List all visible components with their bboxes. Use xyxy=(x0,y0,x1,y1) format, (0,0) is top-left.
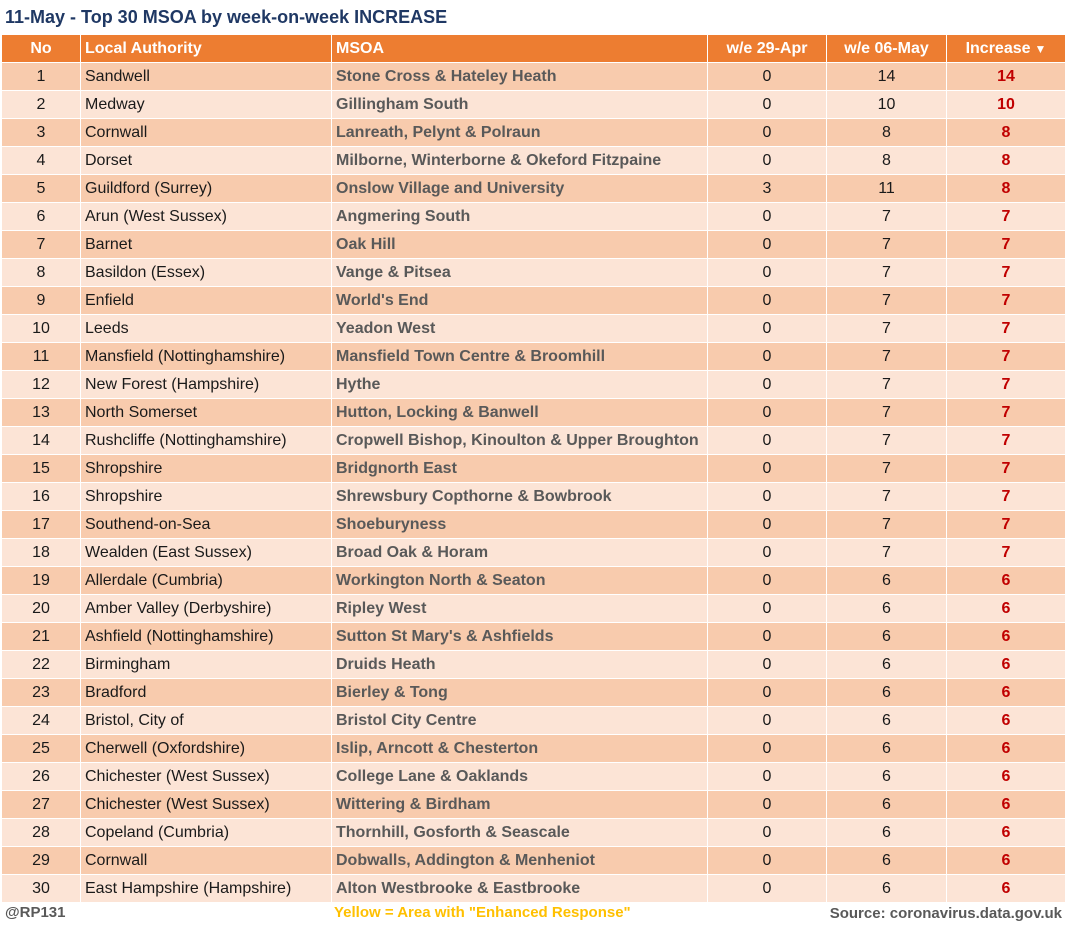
cell-local-authority[interactable]: Chichester (West Sussex) xyxy=(81,791,332,819)
cell-local-authority[interactable]: Barnet xyxy=(81,231,332,259)
cell-we-06-may[interactable]: 7 xyxy=(827,511,947,539)
cell-increase[interactable]: 7 xyxy=(947,539,1066,567)
cell-msoa[interactable]: Shrewsbury Copthorne & Bowbrook xyxy=(332,483,708,511)
cell-we-29-apr[interactable]: 0 xyxy=(708,343,827,371)
cell-increase[interactable]: 7 xyxy=(947,259,1066,287)
cell-increase[interactable]: 7 xyxy=(947,427,1066,455)
cell-msoa[interactable]: Wittering & Birdham xyxy=(332,791,708,819)
cell-increase[interactable]: 6 xyxy=(947,819,1066,847)
table-row[interactable] xyxy=(2,315,1066,343)
cell-we-29-apr[interactable]: 0 xyxy=(708,735,827,763)
cell-msoa[interactable]: Gillingham South xyxy=(332,91,708,119)
table-row[interactable] xyxy=(2,287,1066,315)
cell-no[interactable]: 30 xyxy=(2,875,81,903)
cell-local-authority[interactable]: Rushcliffe (Nottinghamshire) xyxy=(81,427,332,455)
cell-local-authority[interactable]: Bristol, City of xyxy=(81,707,332,735)
table-row[interactable] xyxy=(2,119,1066,147)
cell-no[interactable]: 25 xyxy=(2,735,81,763)
legend-note: Yellow = Area with "Enhanced Response" xyxy=(334,904,631,921)
cell-local-authority[interactable]: Guildford (Surrey) xyxy=(81,175,332,203)
cell-we-06-may[interactable]: 7 xyxy=(827,287,947,315)
cell-no[interactable]: 24 xyxy=(2,707,81,735)
cell-local-authority[interactable]: Ashfield (Nottinghamshire) xyxy=(81,623,332,651)
cell-msoa[interactable]: Dobwalls, Addington & Menheniot xyxy=(332,847,708,875)
table-row[interactable] xyxy=(2,847,1066,875)
table-row[interactable] xyxy=(2,175,1066,203)
cell-we-06-may[interactable]: 6 xyxy=(827,595,947,623)
cell-we-29-apr[interactable]: 0 xyxy=(708,315,827,343)
cell-increase[interactable]: 6 xyxy=(947,567,1066,595)
cell-we-29-apr[interactable]: 0 xyxy=(708,147,827,175)
cell-we-29-apr[interactable]: 0 xyxy=(708,791,827,819)
cell-we-06-may[interactable]: 7 xyxy=(827,203,947,231)
cell-increase[interactable]: 6 xyxy=(947,763,1066,791)
table-row[interactable] xyxy=(2,455,1066,483)
cell-local-authority[interactable]: North Somerset xyxy=(81,399,332,427)
cell-local-authority[interactable]: Dorset xyxy=(81,147,332,175)
column-header-we-06-may[interactable]: w/e 06-May xyxy=(827,35,947,63)
source-note: Source: coronavirus.data.gov.uk xyxy=(829,905,1062,922)
cell-msoa[interactable]: Druids Heath xyxy=(332,651,708,679)
sort-descending-icon[interactable]: ▼ xyxy=(1034,41,1047,56)
table-row[interactable] xyxy=(2,679,1066,707)
cell-msoa[interactable]: Broad Oak & Horam xyxy=(332,539,708,567)
cell-local-authority[interactable]: Shropshire xyxy=(81,455,332,483)
cell-no[interactable]: 20 xyxy=(2,595,81,623)
cell-we-29-apr[interactable]: 0 xyxy=(708,567,827,595)
cell-local-authority[interactable]: Wealden (East Sussex) xyxy=(81,539,332,567)
cell-increase[interactable]: 6 xyxy=(947,875,1066,903)
cell-msoa[interactable]: Yeadon West xyxy=(332,315,708,343)
cell-we-06-may[interactable]: 7 xyxy=(827,259,947,287)
cell-we-06-may[interactable]: 7 xyxy=(827,231,947,259)
cell-msoa[interactable]: Islip, Arncott & Chesterton xyxy=(332,735,708,763)
cell-msoa[interactable]: Bristol City Centre xyxy=(332,707,708,735)
column-header-local-authority[interactable]: Local Authority xyxy=(81,35,332,63)
cell-increase[interactable]: 7 xyxy=(947,399,1066,427)
msoa-table xyxy=(1,34,1066,903)
table-row[interactable] xyxy=(2,539,1066,567)
column-header-we-29-apr[interactable]: w/e 29-Apr xyxy=(708,35,827,63)
table-row[interactable] xyxy=(2,651,1066,679)
cell-we-29-apr[interactable]: 0 xyxy=(708,819,827,847)
cell-local-authority[interactable]: Birmingham xyxy=(81,651,332,679)
cell-local-authority[interactable]: Cherwell (Oxfordshire) xyxy=(81,735,332,763)
cell-local-authority[interactable]: Enfield xyxy=(81,287,332,315)
cell-we-06-may[interactable]: 7 xyxy=(827,455,947,483)
cell-no[interactable]: 3 xyxy=(2,119,81,147)
cell-local-authority[interactable]: Amber Valley (Derbyshire) xyxy=(81,595,332,623)
cell-msoa[interactable]: Ripley West xyxy=(332,595,708,623)
cell-we-06-may[interactable]: 10 xyxy=(827,91,947,119)
cell-increase[interactable]: 7 xyxy=(947,371,1066,399)
table-body xyxy=(2,63,1066,903)
cell-local-authority[interactable]: Arun (West Sussex) xyxy=(81,203,332,231)
cell-msoa[interactable]: Lanreath, Pelynt & Polraun xyxy=(332,119,708,147)
cell-we-29-apr[interactable]: 0 xyxy=(708,231,827,259)
cell-we-06-may[interactable]: 6 xyxy=(827,763,947,791)
cell-no[interactable]: 8 xyxy=(2,259,81,287)
cell-no[interactable]: 6 xyxy=(2,203,81,231)
table-header-row xyxy=(2,35,1066,63)
table-row[interactable] xyxy=(2,567,1066,595)
table-row[interactable] xyxy=(2,63,1066,91)
cell-no[interactable]: 22 xyxy=(2,651,81,679)
cell-msoa[interactable]: Bierley & Tong xyxy=(332,679,708,707)
table-row[interactable] xyxy=(2,595,1066,623)
cell-no[interactable]: 1 xyxy=(2,63,81,91)
cell-local-authority[interactable]: Cornwall xyxy=(81,119,332,147)
cell-increase[interactable]: 6 xyxy=(947,791,1066,819)
table-row[interactable] xyxy=(2,231,1066,259)
cell-increase[interactable]: 7 xyxy=(947,343,1066,371)
cell-no[interactable]: 29 xyxy=(2,847,81,875)
cell-no[interactable]: 27 xyxy=(2,791,81,819)
cell-msoa[interactable]: Vange & Pitsea xyxy=(332,259,708,287)
table-row[interactable] xyxy=(2,203,1066,231)
cell-increase[interactable]: 7 xyxy=(947,231,1066,259)
table-row[interactable] xyxy=(2,147,1066,175)
cell-increase[interactable]: 14 xyxy=(947,63,1066,91)
cell-local-authority[interactable]: Sandwell xyxy=(81,63,332,91)
cell-msoa[interactable]: Mansfield Town Centre & Broomhill xyxy=(332,343,708,371)
cell-msoa[interactable]: Onslow Village and University xyxy=(332,175,708,203)
cell-increase[interactable]: 6 xyxy=(947,623,1066,651)
cell-we-06-may[interactable]: 8 xyxy=(827,147,947,175)
cell-we-06-may[interactable]: 14 xyxy=(827,63,947,91)
cell-increase[interactable]: 6 xyxy=(947,707,1066,735)
cell-no[interactable]: 12 xyxy=(2,371,81,399)
cell-msoa[interactable]: Hythe xyxy=(332,371,708,399)
cell-we-06-may[interactable]: 6 xyxy=(827,847,947,875)
cell-no[interactable]: 16 xyxy=(2,483,81,511)
cell-we-06-may[interactable]: 6 xyxy=(827,791,947,819)
cell-we-06-may[interactable]: 6 xyxy=(827,567,947,595)
cell-we-29-apr[interactable]: 0 xyxy=(708,679,827,707)
cell-we-06-may[interactable]: 6 xyxy=(827,819,947,847)
cell-local-authority[interactable]: Southend-on-Sea xyxy=(81,511,332,539)
cell-we-29-apr[interactable]: 0 xyxy=(708,847,827,875)
cell-increase[interactable]: 7 xyxy=(947,511,1066,539)
cell-no[interactable]: 10 xyxy=(2,315,81,343)
cell-increase[interactable]: 7 xyxy=(947,203,1066,231)
cell-local-authority[interactable]: Medway xyxy=(81,91,332,119)
table-row[interactable] xyxy=(2,875,1066,903)
cell-we-29-apr[interactable]: 0 xyxy=(708,707,827,735)
cell-we-29-apr[interactable]: 0 xyxy=(708,455,827,483)
cell-no[interactable]: 9 xyxy=(2,287,81,315)
cell-increase[interactable]: 6 xyxy=(947,847,1066,875)
cell-we-29-apr[interactable]: 3 xyxy=(708,175,827,203)
table-row[interactable] xyxy=(2,735,1066,763)
column-header-msoa[interactable]: MSOA xyxy=(332,35,708,63)
cell-local-authority[interactable]: Bradford xyxy=(81,679,332,707)
cell-msoa[interactable]: Stone Cross & Hateley Heath xyxy=(332,63,708,91)
cell-no[interactable]: 19 xyxy=(2,567,81,595)
cell-we-29-apr[interactable]: 0 xyxy=(708,539,827,567)
cell-we-06-may[interactable]: 6 xyxy=(827,735,947,763)
cell-msoa[interactable]: Milborne, Winterborne & Okeford Fitzpaine xyxy=(332,147,708,175)
cell-we-06-may[interactable]: 6 xyxy=(827,651,947,679)
cell-increase[interactable]: 8 xyxy=(947,175,1066,203)
cell-increase[interactable]: 7 xyxy=(947,455,1066,483)
cell-we-29-apr[interactable]: 0 xyxy=(708,595,827,623)
table-row[interactable] xyxy=(2,259,1066,287)
table-row[interactable] xyxy=(2,343,1066,371)
cell-we-29-apr[interactable]: 0 xyxy=(708,483,827,511)
cell-we-06-may[interactable]: 8 xyxy=(827,119,947,147)
cell-msoa[interactable]: College Lane & Oaklands xyxy=(332,763,708,791)
cell-we-29-apr[interactable]: 0 xyxy=(708,119,827,147)
cell-local-authority[interactable]: Allerdale (Cumbria) xyxy=(81,567,332,595)
cell-no[interactable]: 28 xyxy=(2,819,81,847)
cell-we-29-apr[interactable]: 0 xyxy=(708,511,827,539)
cell-we-29-apr[interactable]: 0 xyxy=(708,427,827,455)
table-row[interactable] xyxy=(2,791,1066,819)
cell-we-29-apr[interactable]: 0 xyxy=(708,371,827,399)
cell-no[interactable]: 7 xyxy=(2,231,81,259)
cell-no[interactable]: 13 xyxy=(2,399,81,427)
author-handle: @RP131 xyxy=(5,904,66,921)
table-row[interactable] xyxy=(2,511,1066,539)
cell-local-authority[interactable]: Shropshire xyxy=(81,483,332,511)
table-row[interactable] xyxy=(2,399,1066,427)
cell-no[interactable]: 17 xyxy=(2,511,81,539)
cell-increase[interactable]: 6 xyxy=(947,735,1066,763)
cell-msoa[interactable]: Oak Hill xyxy=(332,231,708,259)
table-row[interactable] xyxy=(2,427,1066,455)
table-row[interactable] xyxy=(2,623,1066,651)
column-header-no[interactable]: No xyxy=(2,35,81,63)
cell-msoa[interactable]: Bridgnorth East xyxy=(332,455,708,483)
cell-no[interactable]: 14 xyxy=(2,427,81,455)
cell-we-06-may[interactable]: 7 xyxy=(827,483,947,511)
cell-we-06-may[interactable]: 7 xyxy=(827,315,947,343)
column-header-increase[interactable] xyxy=(947,35,1066,63)
cell-msoa[interactable]: Thornhill, Gosforth & Seascale xyxy=(332,819,708,847)
cell-increase[interactable]: 10 xyxy=(947,91,1066,119)
cell-local-authority[interactable]: Basildon (Essex) xyxy=(81,259,332,287)
cell-increase[interactable]: 6 xyxy=(947,595,1066,623)
cell-increase[interactable]: 6 xyxy=(947,651,1066,679)
cell-we-29-apr[interactable]: 0 xyxy=(708,63,827,91)
cell-we-06-may[interactable]: 11 xyxy=(827,175,947,203)
cell-local-authority[interactable]: Copeland (Cumbria) xyxy=(81,819,332,847)
cell-we-06-may[interactable]: 7 xyxy=(827,427,947,455)
cell-no[interactable]: 4 xyxy=(2,147,81,175)
cell-no[interactable]: 15 xyxy=(2,455,81,483)
cell-increase[interactable]: 7 xyxy=(947,483,1066,511)
cell-we-06-may[interactable]: 7 xyxy=(827,399,947,427)
cell-we-29-apr[interactable]: 0 xyxy=(708,651,827,679)
cell-msoa[interactable]: Hutton, Locking & Banwell xyxy=(332,399,708,427)
cell-no[interactable]: 11 xyxy=(2,343,81,371)
cell-increase[interactable]: 6 xyxy=(947,679,1066,707)
cell-msoa[interactable]: Sutton St Mary's & Ashfields xyxy=(332,623,708,651)
cell-we-06-may[interactable]: 6 xyxy=(827,679,947,707)
cell-we-06-may[interactable]: 6 xyxy=(827,623,947,651)
cell-we-29-apr[interactable]: 0 xyxy=(708,203,827,231)
table-row[interactable] xyxy=(2,707,1066,735)
cell-we-29-apr[interactable]: 0 xyxy=(708,875,827,903)
cell-no[interactable]: 2 xyxy=(2,91,81,119)
cell-no[interactable]: 23 xyxy=(2,679,81,707)
cell-increase[interactable]: 8 xyxy=(947,119,1066,147)
cell-local-authority[interactable]: Chichester (West Sussex) xyxy=(81,763,332,791)
cell-local-authority[interactable]: East Hampshire (Hampshire) xyxy=(81,875,332,903)
cell-increase[interactable]: 7 xyxy=(947,287,1066,315)
cell-we-06-may[interactable]: 6 xyxy=(827,875,947,903)
increase-header-label: Increase xyxy=(965,39,1031,57)
cell-no[interactable]: 21 xyxy=(2,623,81,651)
cell-local-authority[interactable]: Mansfield (Nottinghamshire) xyxy=(81,343,332,371)
cell-msoa[interactable]: World's End xyxy=(332,287,708,315)
cell-we-29-apr[interactable]: 0 xyxy=(708,399,827,427)
cell-we-29-apr[interactable]: 0 xyxy=(708,91,827,119)
cell-no[interactable]: 5 xyxy=(2,175,81,203)
table-row[interactable] xyxy=(2,483,1066,511)
page-title: 11-May - Top 30 MSOA by week-on-week INCREASE xyxy=(0,0,1066,34)
cell-msoa[interactable]: Angmering South xyxy=(332,203,708,231)
cell-we-06-may[interactable]: 7 xyxy=(827,539,947,567)
cell-no[interactable]: 18 xyxy=(2,539,81,567)
cell-we-29-apr[interactable]: 0 xyxy=(708,623,827,651)
cell-we-06-may[interactable]: 7 xyxy=(827,371,947,399)
table-row[interactable] xyxy=(2,819,1066,847)
table-row[interactable] xyxy=(2,91,1066,119)
cell-we-29-apr[interactable]: 0 xyxy=(708,763,827,791)
cell-msoa[interactable]: Alton Westbrooke & Eastbrooke xyxy=(332,875,708,903)
cell-we-29-apr[interactable]: 0 xyxy=(708,259,827,287)
cell-msoa[interactable]: Workington North & Seaton xyxy=(332,567,708,595)
cell-msoa[interactable]: Cropwell Bishop, Kinoulton & Upper Broughton xyxy=(332,427,708,455)
cell-msoa[interactable]: Shoeburyness xyxy=(332,511,708,539)
cell-we-06-may[interactable]: 7 xyxy=(827,343,947,371)
cell-increase[interactable]: 8 xyxy=(947,147,1066,175)
cell-local-authority[interactable]: New Forest (Hampshire) xyxy=(81,371,332,399)
cell-increase[interactable]: 7 xyxy=(947,315,1066,343)
cell-we-29-apr[interactable]: 0 xyxy=(708,287,827,315)
table-row[interactable] xyxy=(2,763,1066,791)
cell-we-06-may[interactable]: 6 xyxy=(827,707,947,735)
cell-no[interactable]: 26 xyxy=(2,763,81,791)
cell-local-authority[interactable]: Leeds xyxy=(81,315,332,343)
cell-local-authority[interactable]: Cornwall xyxy=(81,847,332,875)
table-row[interactable] xyxy=(2,371,1066,399)
